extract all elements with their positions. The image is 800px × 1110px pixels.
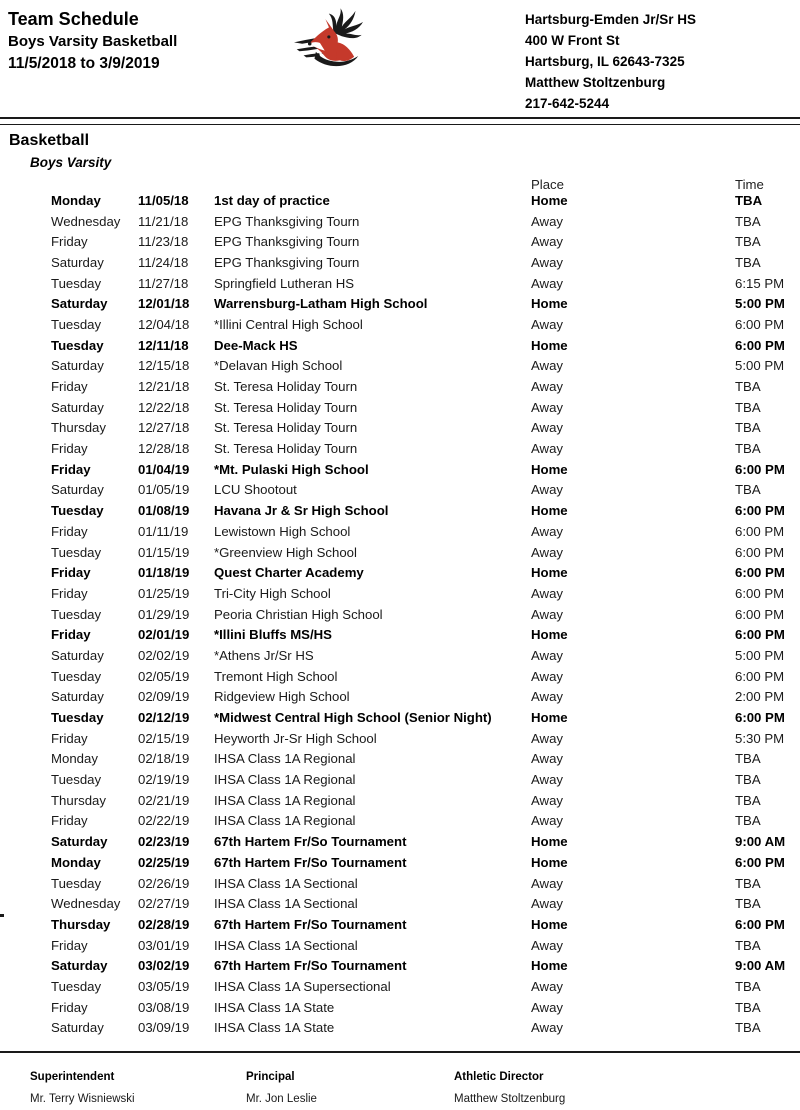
time-cell: TBA xyxy=(735,254,761,270)
date-cell: 02/25/19 xyxy=(138,854,190,870)
time-cell: 6:00 PM xyxy=(735,461,785,477)
event-cell: EPG Thanksgiving Tourn xyxy=(214,213,360,229)
footer-role-name: Mr. Jon Leslie xyxy=(246,1093,317,1105)
page-title: Team Schedule xyxy=(8,9,139,29)
day-cell: Monday xyxy=(51,192,101,208)
time-cell: 6:00 PM xyxy=(735,337,785,353)
footer-superintendent xyxy=(30,1071,135,1106)
place-cell: Away xyxy=(531,689,564,705)
day-cell: Friday xyxy=(51,999,88,1015)
footer-role-title: Athletic Director xyxy=(454,1071,544,1083)
time-cell: 6:00 PM xyxy=(735,565,785,581)
place-cell: Away xyxy=(531,647,564,663)
event-cell: *Illini Bluffs MS/HS xyxy=(214,627,332,643)
date-cell: 02/21/19 xyxy=(138,792,190,808)
date-cell: 11/21/18 xyxy=(138,213,189,229)
event-cell: *Delavan High School xyxy=(214,358,343,374)
event-cell: *Midwest Central High School (Senior Night) xyxy=(214,710,492,726)
place-cell: Away xyxy=(531,730,564,746)
schedule-row xyxy=(0,356,800,377)
day-cell: Tuesday xyxy=(51,668,102,684)
time-cell: TBA xyxy=(735,999,761,1015)
schedule-row xyxy=(0,935,800,956)
event-cell: Springfield Lutheran HS xyxy=(214,275,355,291)
day-cell: Tuesday xyxy=(51,275,102,291)
event-cell: IHSA Class 1A State xyxy=(214,1020,335,1036)
school-city: Hartsburg, IL 62643-7325 xyxy=(525,54,685,69)
date-cell: 01/18/19 xyxy=(138,565,190,581)
event-cell: Quest Charter Academy xyxy=(214,565,364,581)
day-cell: Wednesday xyxy=(51,213,121,229)
date-cell: 01/05/19 xyxy=(138,482,190,498)
sport-heading: Basketball xyxy=(9,132,90,149)
schedule-row xyxy=(0,418,800,439)
event-cell: *Illini Central High School xyxy=(214,316,363,332)
schedule-row xyxy=(0,1018,800,1039)
schedule-row xyxy=(0,190,800,211)
place-cell: Home xyxy=(531,565,568,581)
schedule-header-row xyxy=(0,177,800,190)
day-cell: Tuesday xyxy=(51,606,102,622)
date-cell: 02/23/19 xyxy=(138,834,190,850)
schedule-row xyxy=(0,376,800,397)
date-cell: 01/29/19 xyxy=(138,606,190,622)
date-cell: 02/01/19 xyxy=(138,627,190,643)
place-cell: Home xyxy=(531,337,568,353)
schedule-row xyxy=(0,397,800,418)
time-cell: TBA xyxy=(735,213,761,229)
place-cell: Home xyxy=(531,916,568,932)
date-cell: 01/25/19 xyxy=(138,585,190,601)
time-cell: TBA xyxy=(735,192,763,208)
schedule-row xyxy=(0,769,800,790)
event-cell: St. Teresa Holiday Tourn xyxy=(214,441,358,457)
event-cell: St. Teresa Holiday Tourn xyxy=(214,399,358,415)
time-cell: TBA xyxy=(735,399,761,415)
schedule-row xyxy=(0,583,800,604)
time-cell: 6:00 PM xyxy=(735,316,785,332)
time-cell: TBA xyxy=(735,751,761,767)
date-cell: 02/09/19 xyxy=(138,689,190,705)
date-cell: 02/27/19 xyxy=(138,896,190,912)
time-cell: 6:00 PM xyxy=(735,916,785,932)
place-cell: Away xyxy=(531,379,564,395)
event-cell: 67th Hartem Fr/So Tournament xyxy=(214,854,407,870)
day-cell: Saturday xyxy=(51,834,108,850)
place-cell: Away xyxy=(531,482,564,498)
day-cell: Tuesday xyxy=(51,337,104,353)
event-cell: IHSA Class 1A Regional xyxy=(214,792,356,808)
day-cell: Friday xyxy=(51,441,88,457)
header-divider xyxy=(0,117,800,125)
event-cell: St. Teresa Holiday Tourn xyxy=(214,420,358,436)
day-cell: Saturday xyxy=(51,254,104,270)
event-cell: IHSA Class 1A Sectional xyxy=(214,875,358,891)
day-cell: Friday xyxy=(51,461,91,477)
schedule-row xyxy=(0,211,800,232)
date-cell: 02/26/19 xyxy=(138,875,190,891)
day-cell: Saturday xyxy=(51,399,104,415)
time-cell: TBA xyxy=(735,978,761,994)
place-cell: Away xyxy=(531,358,564,374)
place-cell: Away xyxy=(531,896,564,912)
place-cell: Away xyxy=(531,792,564,808)
time-cell: TBA xyxy=(735,937,761,953)
time-cell: TBA xyxy=(735,1020,761,1036)
time-cell: 5:00 PM xyxy=(735,358,785,374)
day-cell: Friday xyxy=(51,565,91,581)
schedule-row xyxy=(0,231,800,252)
date-cell: 01/08/19 xyxy=(138,503,190,519)
day-cell: Tuesday xyxy=(51,544,102,560)
time-column-header: Time xyxy=(735,177,764,192)
day-cell: Friday xyxy=(51,813,88,829)
date-cell: 03/02/19 xyxy=(138,958,190,974)
place-cell: Away xyxy=(531,875,564,891)
event-cell: Heyworth Jr-Sr High School xyxy=(214,730,377,746)
event-cell: 1st day of practice xyxy=(214,192,330,208)
event-cell: IHSA Class 1A Regional xyxy=(214,772,356,788)
schedule-row xyxy=(0,873,800,894)
schedule-row xyxy=(0,335,800,356)
time-cell: TBA xyxy=(735,234,761,250)
day-cell: Saturday xyxy=(51,958,108,974)
place-cell: Away xyxy=(531,234,564,250)
day-cell: Tuesday xyxy=(51,710,104,726)
place-cell: Away xyxy=(531,441,564,457)
time-cell: 6:00 PM xyxy=(735,854,785,870)
time-cell: 5:00 PM xyxy=(735,647,785,663)
day-cell: Tuesday xyxy=(51,772,102,788)
event-cell: IHSA Class 1A Regional xyxy=(214,751,356,767)
footer-role-name: Mr. Terry Wisniewski xyxy=(30,1093,135,1105)
place-cell: Home xyxy=(531,503,568,519)
place-cell: Home xyxy=(531,296,568,312)
date-cell: 11/27/18 xyxy=(138,275,189,291)
date-cell: 03/08/19 xyxy=(138,999,190,1015)
event-cell: Dee-Mack HS xyxy=(214,337,298,353)
time-cell: 5:30 PM xyxy=(735,730,785,746)
schedule-row xyxy=(0,314,800,335)
school-phone: 217-642-5244 xyxy=(525,96,610,111)
time-cell: 9:00 AM xyxy=(735,958,786,974)
place-cell: Away xyxy=(531,585,564,601)
schedule-row xyxy=(0,293,800,314)
schedule-row xyxy=(0,914,800,935)
event-cell: *Mt. Pulaski High School xyxy=(214,461,369,477)
day-cell: Friday xyxy=(51,379,88,395)
event-cell: Warrensburg-Latham High School xyxy=(214,296,428,312)
schedule-row xyxy=(0,893,800,914)
place-cell: Away xyxy=(531,978,564,994)
footer-role-name: Matthew Stoltzenburg xyxy=(454,1093,566,1105)
place-cell: Home xyxy=(531,627,568,643)
scan-artifact-mark xyxy=(0,914,4,917)
event-cell: St. Teresa Holiday Tourn xyxy=(214,379,358,395)
school-street: 400 W Front St xyxy=(525,33,620,48)
day-cell: Saturday xyxy=(51,358,104,374)
schedule-row xyxy=(0,666,800,687)
day-cell: Monday xyxy=(51,751,98,767)
stag-mascot-icon xyxy=(294,3,376,79)
place-cell: Away xyxy=(531,668,564,684)
date-cell: 02/28/19 xyxy=(138,916,190,932)
time-cell: TBA xyxy=(735,875,761,891)
event-cell: Havana Jr & Sr High School xyxy=(214,503,389,519)
place-cell: Away xyxy=(531,937,564,953)
schedule-row xyxy=(0,273,800,294)
day-cell: Tuesday xyxy=(51,503,104,519)
place-cell: Away xyxy=(531,399,564,415)
footer-principal xyxy=(246,1071,317,1106)
date-cell: 03/09/19 xyxy=(138,1020,190,1036)
place-cell: Away xyxy=(531,544,564,560)
time-cell: 9:00 AM xyxy=(735,834,786,850)
day-cell: Friday xyxy=(51,585,88,601)
schedule-rows xyxy=(0,190,800,1038)
date-cell: 02/18/19 xyxy=(138,751,190,767)
place-cell: Away xyxy=(531,999,564,1015)
day-cell: Wednesday xyxy=(51,896,121,912)
event-cell: *Athens Jr/Sr HS xyxy=(214,647,314,663)
date-cell: 12/04/18 xyxy=(138,316,190,332)
date-range: 11/5/2018 to 3/9/2019 xyxy=(8,55,160,72)
time-cell: TBA xyxy=(735,441,761,457)
page-subtitle: Boys Varsity Basketball xyxy=(8,33,178,50)
schedule-table xyxy=(0,177,800,1038)
day-cell: Thursday xyxy=(51,792,106,808)
event-cell: IHSA Class 1A State xyxy=(214,999,335,1015)
event-cell: 67th Hartem Fr/So Tournament xyxy=(214,916,407,932)
schedule-row xyxy=(0,955,800,976)
time-cell: TBA xyxy=(735,813,761,829)
schedule-row xyxy=(0,604,800,625)
header-left-block xyxy=(8,8,177,75)
date-cell: 12/01/18 xyxy=(138,296,190,312)
school-name: Hartsburg-Emden Jr/Sr HS xyxy=(525,12,697,27)
school-contact: Matthew Stoltzenburg xyxy=(525,75,666,90)
date-cell: 02/22/19 xyxy=(138,813,190,829)
place-column-header: Place xyxy=(531,177,564,192)
place-cell: Home xyxy=(531,958,568,974)
place-cell: Home xyxy=(531,854,568,870)
schedule-row xyxy=(0,521,800,542)
place-cell: Home xyxy=(531,461,568,477)
time-cell: 6:00 PM xyxy=(735,544,785,560)
day-cell: Saturday xyxy=(51,296,108,312)
team-heading: Boys Varsity xyxy=(30,155,112,170)
date-cell: 03/01/19 xyxy=(138,937,190,953)
place-cell: Away xyxy=(531,1020,564,1036)
time-cell: TBA xyxy=(735,896,761,912)
footer-role-title: Superintendent xyxy=(30,1071,115,1083)
date-cell: 02/19/19 xyxy=(138,772,190,788)
time-cell: 6:00 PM xyxy=(735,627,785,643)
place-cell: Away xyxy=(531,213,564,229)
day-cell: Friday xyxy=(51,523,88,539)
date-cell: 12/15/18 xyxy=(138,358,190,374)
time-cell: 6:00 PM xyxy=(735,710,785,726)
schedule-row xyxy=(0,831,800,852)
event-cell: IHSA Class 1A Sectional xyxy=(214,937,358,953)
schedule-row xyxy=(0,252,800,273)
event-cell: EPG Thanksgiving Tourn xyxy=(214,234,360,250)
schedule-row xyxy=(0,687,800,708)
event-cell: IHSA Class 1A Regional xyxy=(214,813,356,829)
date-cell: 11/23/18 xyxy=(138,234,189,250)
schedule-row xyxy=(0,645,800,666)
date-cell: 12/28/18 xyxy=(138,441,190,457)
time-cell: TBA xyxy=(735,379,761,395)
place-cell: Home xyxy=(531,710,568,726)
day-cell: Thursday xyxy=(51,916,111,932)
place-cell: Away xyxy=(531,606,564,622)
schedule-row xyxy=(0,749,800,770)
time-cell: TBA xyxy=(735,772,761,788)
event-cell: LCU Shootout xyxy=(214,482,297,498)
time-cell: 6:00 PM xyxy=(735,668,785,684)
schedule-row xyxy=(0,562,800,583)
date-cell: 01/15/19 xyxy=(138,544,190,560)
place-cell: Away xyxy=(531,813,564,829)
day-cell: Tuesday xyxy=(51,875,102,891)
date-cell: 03/05/19 xyxy=(138,978,190,994)
time-cell: 5:00 PM xyxy=(735,296,785,312)
schedule-row xyxy=(0,459,800,480)
footer-athletic-director xyxy=(454,1071,565,1106)
event-cell: 67th Hartem Fr/So Tournament xyxy=(214,958,407,974)
day-cell: Friday xyxy=(51,234,88,250)
event-cell: Lewistown High School xyxy=(214,523,351,539)
schedule-row xyxy=(0,480,800,501)
place-cell: Away xyxy=(531,772,564,788)
event-cell: Ridgeview High School xyxy=(214,689,350,705)
schedule-row xyxy=(0,728,800,749)
day-cell: Monday xyxy=(51,854,101,870)
day-cell: Saturday xyxy=(51,647,104,663)
place-cell: Away xyxy=(531,316,564,332)
event-cell: Tri-City High School xyxy=(214,585,331,601)
place-cell: Away xyxy=(531,523,564,539)
date-cell: 12/22/18 xyxy=(138,399,190,415)
school-info-block xyxy=(525,9,696,114)
schedule-row xyxy=(0,811,800,832)
place-cell: Home xyxy=(531,834,568,850)
time-cell: TBA xyxy=(735,420,761,436)
schedule-row xyxy=(0,997,800,1018)
schedule-row xyxy=(0,976,800,997)
date-cell: 02/12/19 xyxy=(138,710,190,726)
event-cell: 67th Hartem Fr/So Tournament xyxy=(214,834,407,850)
schedule-row xyxy=(0,790,800,811)
day-cell: Saturday xyxy=(51,482,104,498)
time-cell: 6:15 PM xyxy=(735,275,785,291)
date-cell: 12/27/18 xyxy=(138,420,190,436)
place-cell: Away xyxy=(531,254,564,270)
schedule-row xyxy=(0,852,800,873)
place-cell: Away xyxy=(531,275,564,291)
day-cell: Saturday xyxy=(51,1020,104,1036)
time-cell: 6:00 PM xyxy=(735,523,785,539)
date-cell: 12/21/18 xyxy=(138,379,190,395)
date-cell: 02/15/19 xyxy=(138,730,190,746)
date-cell: 02/02/19 xyxy=(138,647,190,663)
time-cell: 2:00 PM xyxy=(735,689,785,705)
event-cell: IHSA Class 1A Sectional xyxy=(214,896,358,912)
place-cell: Away xyxy=(531,420,564,436)
time-cell: 6:00 PM xyxy=(735,606,785,622)
time-cell: 6:00 PM xyxy=(735,503,785,519)
date-cell: 01/11/19 xyxy=(138,523,189,539)
date-cell: 11/24/18 xyxy=(138,254,189,270)
schedule-row xyxy=(0,542,800,563)
day-cell: Friday xyxy=(51,730,88,746)
time-cell: TBA xyxy=(735,792,761,808)
event-cell: IHSA Class 1A Supersectional xyxy=(214,978,391,994)
place-cell: Away xyxy=(531,751,564,767)
event-cell: EPG Thanksgiving Tourn xyxy=(214,254,360,270)
date-cell: 02/05/19 xyxy=(138,668,190,684)
place-cell: Home xyxy=(531,192,568,208)
schedule-row xyxy=(0,624,800,645)
day-cell: Friday xyxy=(51,937,88,953)
day-cell: Saturday xyxy=(51,689,104,705)
footer-role-title: Principal xyxy=(246,1071,295,1083)
time-cell: 6:00 PM xyxy=(735,585,785,601)
time-cell: TBA xyxy=(735,482,761,498)
footer-divider xyxy=(0,1051,800,1053)
schedule-row xyxy=(0,438,800,459)
event-cell: Peoria Christian High School xyxy=(214,606,383,622)
event-cell: *Greenview High School xyxy=(214,544,357,560)
schedule-row xyxy=(0,500,800,521)
date-cell: 12/11/18 xyxy=(138,337,189,353)
day-cell: Tuesday xyxy=(51,316,102,332)
day-cell: Thursday xyxy=(51,420,106,436)
schedule-row xyxy=(0,707,800,728)
day-cell: Friday xyxy=(51,627,91,643)
date-cell: 11/05/18 xyxy=(138,192,189,208)
day-cell: Tuesday xyxy=(51,978,102,994)
event-cell: Tremont High School xyxy=(214,668,338,684)
date-cell: 01/04/19 xyxy=(138,461,190,477)
